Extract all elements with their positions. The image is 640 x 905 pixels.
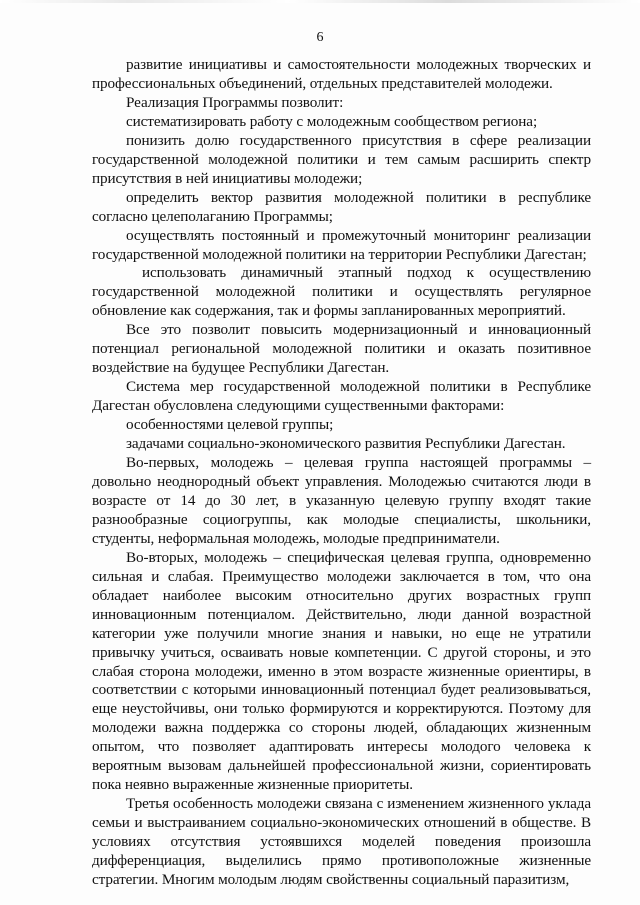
paragraph: Во-вторых, молодежь – специфическая целевая группа, одновременно сильная и слабая. Преимущество молодежи заключается в том, что она обладает наиболее высоким относительно других возрастных групп инновационным потенциалом. Действительно, люди данной возрастной категории уже получили многие знания и навыки, но еще не утратили привычку учиться, осваивать новые компетенции. С другой стороны, и это слабая сторона молодежи, именно в этом возрасте жизненные ориентиры, в соответствии с которыми инновационный потенциал будет реализовываться, еще неустойчивы, они только формируются и корректируются. Поэтому для молодежи важна поддержка со стороны людей, обладающих жизненным опытом, что позволяет адаптировать интересы молодого человека к вероятным вызовам дальнейшей профессиональной жизни, сориентировать пока неявно выраженные жизненные приоритеты.: [92, 548, 591, 794]
body-text: [92, 56, 591, 890]
paragraph: Во-первых, молодежь – целевая группа настоящей программы – довольно неоднородный объект управления. Молодежью считаются люди в возрасте от 14 до 30 лет, в указанную целевую группу входят такие разнообразные социогруппы, как молодые специалисты, школьники, студенты, неформальная молодежь, молодые предприниматели.: [92, 454, 591, 547]
paragraph: Система мер государственной молодежной политики в Республике Дагестан обусловлена следующими существенными факторами:: [92, 378, 591, 415]
paragraph: систематизировать работу с молодежным сообществом региона;: [126, 112, 538, 130]
paragraph: развитие инициативы и самостоятельности молодежных творческих и профессиональных объединений, отдельных представителей молодежи.: [92, 56, 591, 92]
paragraph: использовать динамичный этапный подход к осуществлению государственной молодежной политики и осуществлять регулярное обновление как содержания, так и формы запланированных мероприятий.: [92, 264, 591, 320]
paragraph: осуществлять постоянный и промежуточный мониторинг реализации государственной молодежной политики на территории Республики Дагестан;: [92, 226, 591, 263]
paragraph: задачами социально-экономического развития Республики Дагестан.: [126, 435, 566, 453]
paragraph: определить вектор развития молодежной политики в республике согласно целеполаганию Программы;: [92, 188, 591, 225]
paragraph: понизить долю государственного присутствия в сфере реализации государственной молодежной политики и тем самым расширить спектр присутствия в ней инициативы молодежи;: [92, 131, 591, 187]
paragraph: особенностями целевой группы;: [126, 416, 334, 434]
paragraph: Третья особенность молодежи связана с изменением жизненного уклада семьи и выстраиванием социально-экономических отношений в обществе. В условиях отсутствия устоявшихся моделей поведения произошла дифференциация, выделились прямо противоположные жизненные стратегии. Многим молодым людям свойственны социальный паразитизм,: [92, 795, 591, 888]
page-number: 6: [316, 30, 324, 45]
scan-edge: [0, 0, 640, 3]
paragraph: Все это позволит повысить модернизационный и инновационный потенциал региональной молодежной политики и оказать позитивное воздействие на будущее Республики Дагестан.: [92, 321, 591, 377]
paragraph: Реализация Программы позволит:: [126, 93, 344, 111]
